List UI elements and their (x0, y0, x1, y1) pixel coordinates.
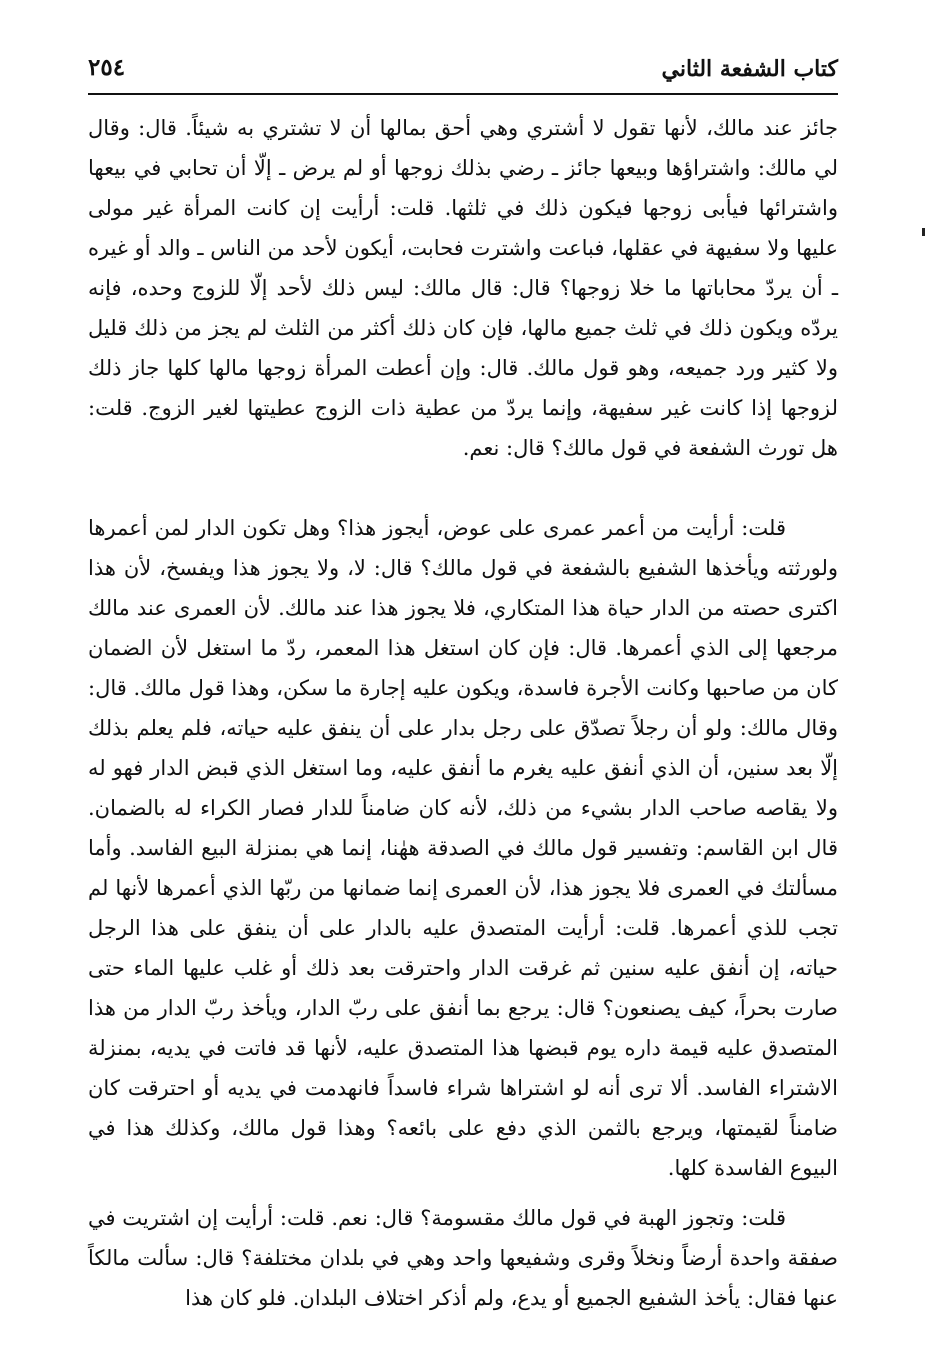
running-header (88, 52, 838, 92)
paragraph-3: قلت: وتجوز الهبة في قول مالك مقسومة؟ قال: نعم. قلت: أرأيت إن اشتريت في صفقة واحدة أرضاً ونخلاً وقرى وشفيعها واحد وهي في بلدان مختلفة؟ قال: سألت مالكاً عنها فقال: يأخذ الشفيع الجميع أو يدع، ولم أذكر اختلاف البلدان. فلو كان هذا (88, 1206, 838, 1310)
body-text (88, 108, 838, 1318)
paragraph-2: قلت: أرأيت من أعمر عمرى على عوض، أيجوز هذا؟ وهل تكون الدار لمن أعمرها ولورثته ويأخذها الشفيع بالشفعة في قول مالك؟ قال: لا، ولا يجوز هذا ويفسخ، لأن هذا اكترى حصته من الدار حياة هذا المتكاري، فلا يجوز هذا عند مالك. لأن العمرى عند مالك مرجعها إلى الذي أعمرها. قال: فإن كان استغل هذا المعمر، ردّ ما استغل لأن الضمان كان من صاحبها وكانت الأجرة فاسدة، ويكون عليه إجارة ما سكن، وهذا قول مالك. قال: وقال مالك: ولو أن رجلاً تصدّق على رجل بدار على أن ينفق عليه حياته، فلم يعلم بذلك إلّا بعد سنين، أن الذي أنفق عليه يغرم ما أنفق عليه، وما استغل الذي قبض الدار فهو له ولا يقاصه صاحب الدار بشيء من ذلك، لأنه كان ضامناً للدار فصار الكراء له بالضمان. قال ابن القاسم: وتفسير قول مالك في الصدقة ههٰنا، إنما هي بمنزلة البيع الفاسد. وأما مسألتك في العمرى فلا يجوز هذا، لأن العمرى إنما ضمانها من ربّها الذي أعمرها لأنها لم تجب للذي أعمرها. قلت: أرأيت المتصدق عليه بالدار على أن ينفق على هذا الرجل حياته، إن أنفق عليه سنين ثم غرقت الدار واحترقت بعد ذلك أو غلب عليها الماء حتى صارت بحراً، كيف يصنعون؟ قال: يرجع بما أنفق على ربّ الدار، ويأخذ ربّ الدار من هذا المتصدق عليه قيمة داره يوم قبضها هذا المتصدق عليه، لأنها قد فاتت في يديه، بمنزلة الاشتراء الفاسد. ألا ترى أنه لو اشتراها شراء فاسداً فانهدمت في يديه أو احترقت كان ضامناً لقيمتها، ويرجع بالثمن الذي دفع على بائعه؟ وهذا قول مالك، وكذلك هذا في البيوع الفاسدة كلها. (88, 516, 838, 1180)
header-title: كتاب الشفعة الثاني (661, 56, 838, 82)
paragraph-1: جائز عند مالك، لأنها تقول لا أشتري وهي أحق بمالها أن لا تشتري به شيئاً. قال: وقال لي مالك: واشتراؤها وبيعها جائز ـ رضي بذلك زوجها أو لم يرض ـ إلّا أن تحابي في بيعها واشترائها فيأبى زوجها فيكون ذلك في ثلثها. قلت: أرأيت إن كانت المرأة غير مولى عليها ولا سفيهة في عقلها، فباعت واشترت فحابت، أيكون لأحد من الناس ـ والد أو غيره ـ أن يردّ محاباتها ما خلا زوجها؟ قال: قال مالك: ليس ذلك لأحد إلّا للزوج وحده، فإنه يردّه ويكون ذلك في ثلث جميع مالها، فإن كان ذلك أكثر من الثلث لم يجز من ذلك قليل ولا كثير ورد جميعه، وهو قول مالك. قال: وإن أعطت المرأة زوجها مالها كلها جاز ذلك لزوجها إذا كانت غير سفيهة، وإنما يردّ من عطية ذات الزوج عطيتها لغير الزوج. قلت: هل تورث الشفعة في قول مالك؟ قال: نعم. (88, 116, 838, 460)
page-number: ٢٥٤ (88, 54, 126, 81)
header-divider (88, 93, 838, 95)
margin-mark (922, 228, 925, 236)
